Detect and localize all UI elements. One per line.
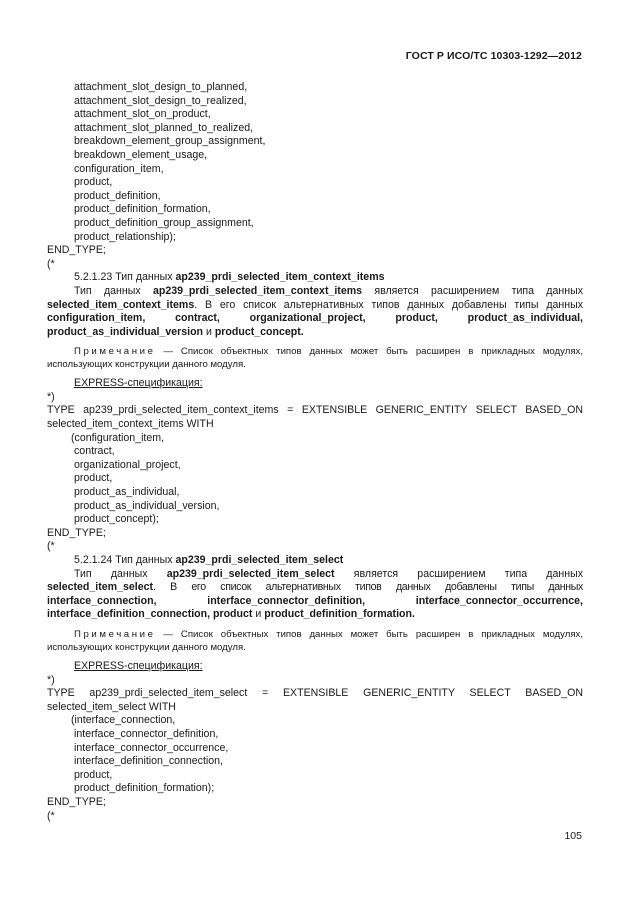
section-paragraph — [47, 285, 583, 339]
list-item: product_relationship); — [74, 230, 176, 243]
page-number: 105 — [564, 830, 582, 842]
paragraph-last-type: product_concept. — [214, 325, 304, 338]
section-heading — [47, 271, 583, 285]
list-item: (interface_connection, — [71, 714, 176, 727]
paragraph-mid2: . В его список альтернативных типов данных добавлены типы данных — [153, 581, 583, 594]
list-item: product_as_individual, — [74, 486, 180, 499]
paragraph-mid: является расширением типа данных — [334, 567, 583, 580]
comment-open: (* — [47, 257, 55, 270]
list-item: product_definition_group_assignment, — [74, 216, 254, 229]
list-item: interface_definition_connection, — [74, 755, 224, 768]
section-5-2-1-23 — [47, 271, 583, 554]
end-type: END_TYPE; — [47, 795, 106, 808]
heading-type-name: ap239_prdi_selected_item_context_items — [175, 271, 385, 284]
document-header: ГОСТ Р ИСО/ТС 10303-1292—2012 — [405, 50, 582, 62]
list-item: breakdown_element_group_assignment, — [74, 135, 266, 148]
note — [47, 628, 583, 654]
heading-type-name: ap239_prdi_selected_item_select — [175, 554, 344, 566]
note-label: Примечание — [74, 346, 156, 358]
paragraph-mid: является расширением типа данных — [362, 284, 583, 297]
comment-open: (* — [47, 540, 55, 553]
list-item: breakdown_element_usage, — [74, 148, 208, 161]
comment-open: (* — [47, 809, 55, 822]
note-label: Примечание — [74, 628, 156, 640]
paragraph-type: ap239_prdi_selected_item_context_items — [153, 284, 363, 297]
list-item: product_definition_formation, — [74, 203, 211, 216]
express-label: EXPRESS-спецификация: — [74, 659, 203, 672]
comment-close: *) — [47, 390, 55, 403]
list-item: product_definition_formation); — [74, 782, 215, 795]
list-item: product_as_individual_version, — [74, 499, 220, 512]
list-item: interface_connector_occurrence, — [74, 741, 229, 754]
note-text: — Список объектных типов данных может быть расширен в прикладных модулях, использующих конструкции данного модуля. — [47, 346, 583, 371]
paragraph-prefix: Тип данных — [74, 567, 167, 580]
list-item: product_definition, — [74, 189, 161, 202]
list-item: interface_connector_definition, — [74, 727, 219, 740]
list-item: attachment_slot_design_to_planned, — [74, 81, 248, 93]
section-heading — [47, 554, 583, 568]
paragraph-type-list: configuration_item, contract, organizational_project, product, product_as_individual, product_as_individual_version — [47, 312, 583, 338]
end-type: END_TYPE; — [47, 244, 106, 257]
list-item: product, — [74, 176, 113, 189]
paragraph-mid2: . В его список альтернативных типов данных добавлены типы данных — [194, 298, 583, 311]
paragraph-and: и — [203, 325, 215, 338]
list-item: attachment_slot_design_to_realized, — [74, 94, 247, 107]
list-item: attachment_slot_planned_to_realized, — [74, 121, 254, 134]
note — [47, 345, 583, 371]
paragraph-prefix: Тип данных — [74, 284, 153, 297]
paragraph-and: и — [252, 608, 265, 621]
heading-number: 5.2.1.24 Тип данных — [74, 554, 176, 566]
type-declaration: TYPE ap239_prdi_selected_item_select = EXTENSIBLE GENERIC_ENTITY SELECT BASED_ON selected_item_select WITH — [47, 687, 583, 713]
section-5-2-1-24 — [47, 554, 583, 823]
comment-close: *) — [47, 673, 55, 686]
section-paragraph — [47, 568, 583, 622]
list-item: (configuration_item, — [71, 431, 165, 444]
list-item: attachment_slot_on_product, — [74, 108, 211, 121]
end-type: END_TYPE; — [47, 526, 106, 539]
select-list-continuation — [47, 81, 583, 271]
paragraph-last-type: product_definition_formation. — [264, 608, 415, 621]
express-label: EXPRESS-спецификация: — [74, 377, 203, 390]
list-item: product_concept); — [74, 513, 159, 526]
list-item: configuration_item, — [74, 162, 164, 175]
type-declaration: TYPE ap239_prdi_selected_item_context_items = EXTENSIBLE GENERIC_ENTITY SELECT BASED_ON selected_item_context_items WITH — [47, 404, 583, 431]
paragraph-type: ap239_prdi_selected_item_select — [166, 567, 335, 580]
list-item: contract, — [74, 445, 115, 458]
paragraph-base-type: selected_item_context_items — [47, 298, 195, 311]
note-text: — Список объектных типов данных может быть расширен в прикладных модулях, использующих конструкции данного модуля. — [47, 628, 583, 653]
page-content — [47, 81, 583, 823]
heading-number: 5.2.1.23 Тип данных — [74, 271, 176, 284]
list-item: product, — [74, 768, 113, 781]
paragraph-base-type: selected_item_select — [47, 581, 154, 594]
paragraph-type-list: interface_connection, interface_connector_definition, interface_connector_occurrence, interface_definition_connection, product — [47, 594, 583, 621]
list-item: organizational_project, — [74, 458, 181, 471]
list-item: product, — [74, 472, 113, 485]
